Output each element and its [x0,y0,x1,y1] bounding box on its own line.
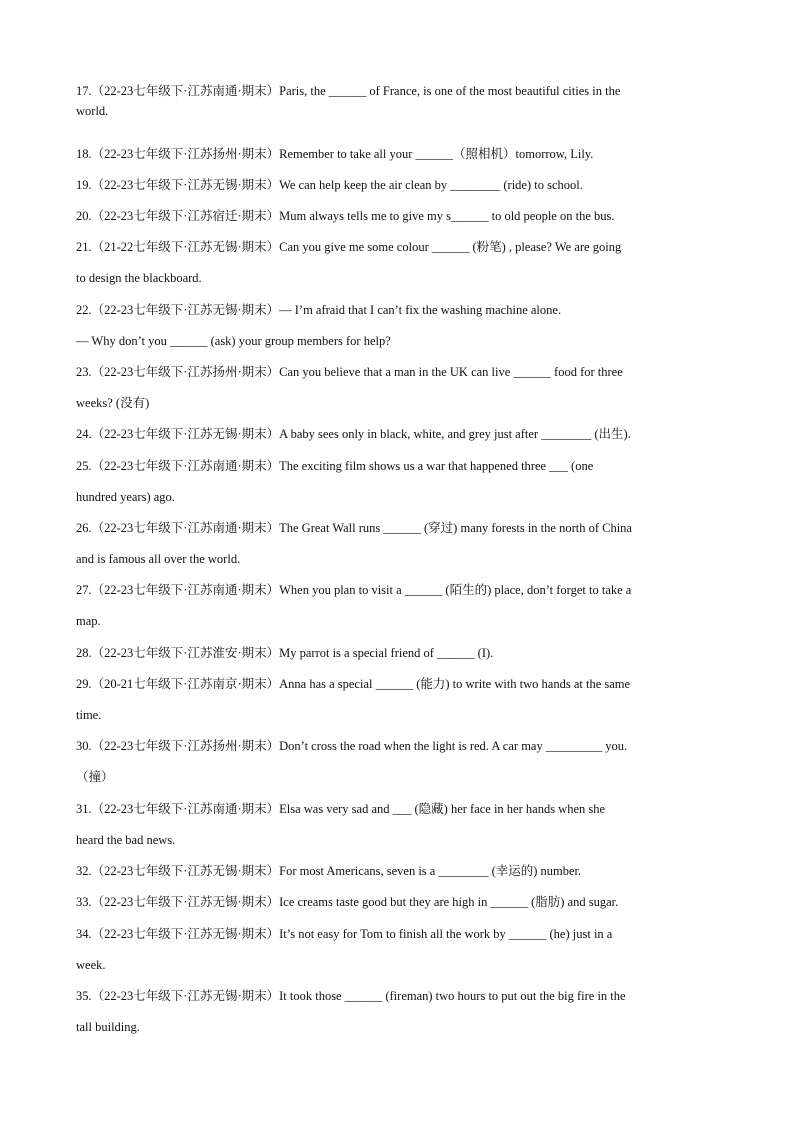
question-line: （撞） [76,770,114,784]
question-27 [76,580,726,631]
question-22 [76,300,726,351]
question-line: 32.（22-23七年级下·江苏无锡·期末）For most Americans, seven is a ________ (幸运的) number. [76,864,582,878]
question-line: heard the bad news. [76,833,176,847]
question-line: 18.（22-23七年级下·江苏扬州·期末）Remember to take all your ______（照相机）tomorrow, Lily. [76,147,594,161]
question-20 [76,206,726,226]
question-18 [76,144,726,164]
question-24 [76,424,726,444]
question-line: 26.（22-23七年级下·江苏南通·期末）The Great Wall runs ______ (穿过) many forests in the north of China [76,521,632,535]
question-line: 29.（20-21七年级下·江苏南京·期末）Anna has a special ______ (能力) to write with two hands at the same [76,677,631,691]
question-line: 17.（22-23七年级下·江苏南通·期末）Paris, the ______ of France, is one of the most beautiful cities in the [76,84,621,98]
question-line: 19.（22-23七年级下·江苏无锡·期末）We can help keep the air clean by ________ (ride) to school. [76,178,583,192]
question-17 [76,81,726,121]
question-35 [76,986,726,1037]
question-line: 31.（22-23七年级下·江苏南通·期末）Elsa was very sad and ___ (隐藏) her face in her hands when she [76,802,606,816]
question-19 [76,175,726,195]
question-23 [76,362,726,413]
question-line: 22.（22-23七年级下·江苏无锡·期末）— I’m afraid that I can’t fix the washing machine alone. [76,303,562,317]
question-line: 27.（22-23七年级下·江苏南通·期末）When you plan to visit a ______ (陌生的) place, don’t forget to take a [76,583,632,597]
question-line: 24.（22-23七年级下·江苏无锡·期末）A baby sees only in black, white, and grey just after ________ (出生). [76,427,631,441]
question-line: time. [76,708,102,722]
question-28 [76,643,726,663]
question-line: 35.（22-23七年级下·江苏无锡·期末）It took those ______ (fireman) two hours to put out the big fire in the [76,989,626,1003]
question-26 [76,518,726,569]
question-line: — Why don’t you ______ (ask) your group members for help? [76,334,391,348]
question-34 [76,924,726,975]
question-25 [76,456,726,507]
question-line: weeks? (没有) [76,396,150,410]
question-29 [76,674,726,725]
question-line: 23.（22-23七年级下·江苏扬州·期末）Can you believe that a man in the UK can live ______ food for three [76,365,623,379]
question-line: hundred years) ago. [76,490,175,504]
question-line: to design the blackboard. [76,271,202,285]
question-32 [76,861,726,881]
question-line: world. [76,104,109,118]
question-line: map. [76,614,101,628]
question-line: 33.（22-23七年级下·江苏无锡·期末）Ice creams taste good but they are high in ______ (脂肪) and sugar. [76,895,619,909]
question-line: 30.（22-23七年级下·江苏扬州·期末）Don’t cross the road when the light is red. A car may _________ you. [76,739,628,753]
question-line: 25.（22-23七年级下·江苏南通·期末）The exciting film shows us a war that happened three ___ (one [76,459,594,473]
question-30 [76,736,726,787]
question-line: 20.（22-23七年级下·江苏宿迁·期末）Mum always tells me to give my s______ to old people on the bus. [76,209,615,223]
question-line: week. [76,958,106,972]
question-line: 28.（22-23七年级下·江苏淮安·期末）My parrot is a special friend of ______ (I). [76,646,494,660]
question-21 [76,237,726,288]
question-line: tall building. [76,1020,140,1034]
question-33 [76,892,726,912]
question-line: 21.（21-22七年级下·江苏无锡·期末）Can you give me some colour ______ (粉笔) , please? We are going [76,240,622,254]
question-31 [76,799,726,850]
question-line: 34.（22-23七年级下·江苏无锡·期末）It’s not easy for Tom to finish all the work by ______ (he) just in a [76,927,613,941]
question-line: and is famous all over the world. [76,552,241,566]
